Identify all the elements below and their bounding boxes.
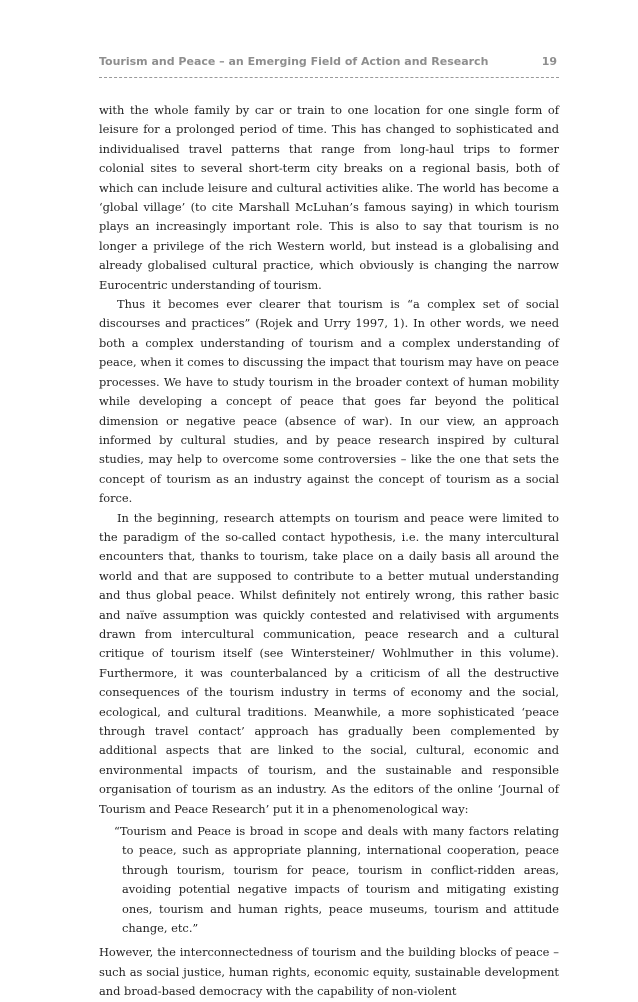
paragraph-2: Thus it becomes ever clearer that tourism is “a complex set of social discourses and practices” (Rojek and Urry 1997, 1). In other words, we need both a complex understanding of tourism and a complex understanding of peace, when it comes to discussing the impact that tourism may have on peace processes. We have to study tourism in the broader context of human mobility while developing a concept of peace that goes far beyond the political dimension or negative peace (absence of war). In our view, an approach informed by cultural studies, and by peace research inspired by cultural studies, may help to overcome some controversies – like the one that sets the concept of tourism as an industry against the concept of tourism as a social force. bbox=[99, 297, 559, 506]
running-title: Tourism and Peace – an Emerging Field of Action and Research bbox=[99, 55, 489, 68]
block-quote: “Tourism and Peace is broad in scope and deals with many factors relating to peace, such as appropriate planning, international cooperation, peace through tourism, tourism for peace, tourism in conflict-ridden areas, avoiding potential negative impacts of tourism and mitigating existing ones, tourism and human rights, peace museums, tourism and attitude change, etc.” bbox=[114, 824, 559, 936]
paragraph-3: In the beginning, research attempts on tourism and peace were limited to the paradigm of the so-called contact hypothesis, i.e. the many intercultural encounters that, thanks to tourism, take place on a daily basis all around the world and that are supposed to contribute to a better mutual understanding and thus global peace. Whilst definitely not entirely wrong, this rather basic and naïve assumption was quickly contested and relativised with arguments drawn from intercultural communication, peace research and a cultural critique of tourism itself (see Wintersteiner/ Wohlmuther in this volume). Furthermore, it was counterbalanced by a criticism of all the destructive consequences of the tourism industry in terms of economy and the social, ecological, and cultural traditions. Meanwhile, a more sophisticated ‘peace through travel contact’ approach has gradually been complemented by additional aspects that are linked to the social, cultural, economic and environmental impacts of tourism, and the sustainable and responsible organisation of tourism as an industry. As the editors of the online ‘Journal of Tourism and Peace Research’ put it in a phenomenological way: bbox=[99, 510, 559, 816]
page-number: 19 bbox=[541, 55, 557, 68]
paragraph-1: with the whole family by car or train to one location for one single form of leisure for a prolonged period of time. This has changed to sophisticated and individualised travel patterns that range from long-haul trips to former colonial sites to several short-term city breaks on a regional basis, both of which can include leisure and cultural activities alike. The world has become a ‘global village’ (to cite Marshall McLuhan’s famous saying) in which tourism plays an increasingly important role. This is also to say that tourism is no longer a privilege of the rich Western world, but instead is a globalising and already globalised cultural practice, which obviously is changing the narrow Eurocentric understanding of tourism. bbox=[99, 103, 559, 292]
running-head bbox=[99, 55, 559, 78]
paragraph-4: However, the interconnectedness of tourism and the building blocks of peace – such as social justice, human rights, economic equity, sustainable development and broad-based democracy with the capability of non-violent bbox=[99, 945, 559, 999]
body-text bbox=[99, 101, 559, 1002]
